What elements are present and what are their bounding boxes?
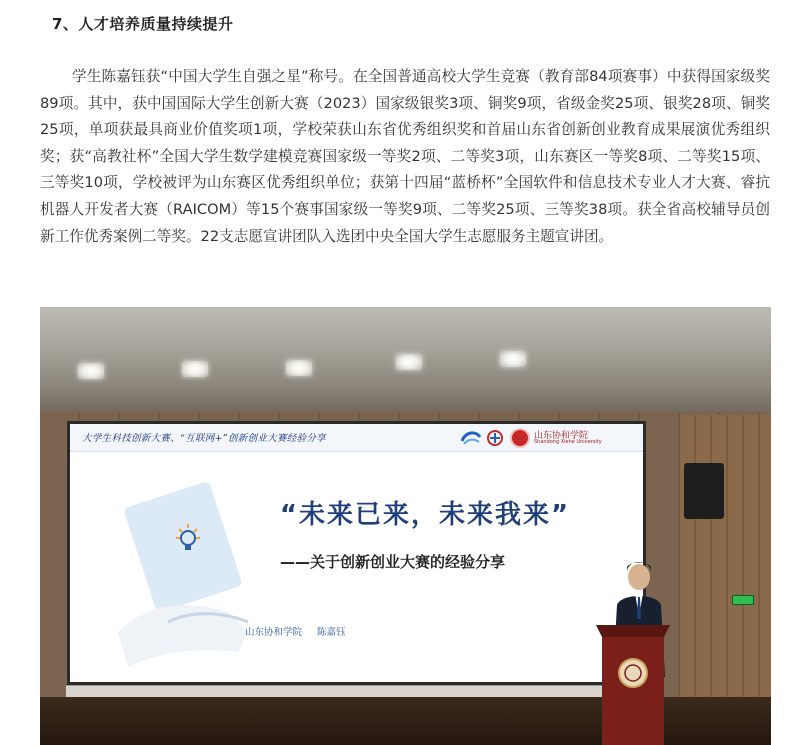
event-photo	[40, 307, 771, 745]
presenter-name: 陈嘉钰	[317, 627, 346, 638]
logo-school-name: 山东协和学院	[534, 431, 589, 441]
ceiling-light	[78, 363, 104, 379]
knot-logo-icon	[486, 429, 504, 447]
screen-logos	[460, 427, 640, 449]
swirl-logo-icon	[460, 429, 482, 447]
exit-sign	[732, 595, 754, 605]
logo-school-name-en: Shandong Xiehe University	[534, 439, 602, 445]
ceiling	[40, 307, 771, 417]
ceiling-light	[500, 351, 526, 367]
presenter-school: 山东协和学院	[245, 627, 303, 638]
slide-presenter	[245, 624, 346, 638]
lectern	[596, 625, 670, 745]
ceiling-light	[182, 361, 208, 377]
section-heading: 7、人才培养质量持续提升	[52, 15, 234, 33]
slide-title: “未来已来，未来我来”	[279, 500, 571, 530]
screen-header-text: 大学生科技创新大赛、“互联网+”创新创业大赛经验分享	[82, 433, 326, 444]
ceiling-light	[396, 354, 422, 370]
presentation-screen	[70, 424, 643, 682]
lightbulb-icon	[170, 522, 206, 558]
slide-subtitle: ——关于创新创业大赛的经验分享	[280, 553, 506, 571]
screen-header	[70, 424, 643, 452]
wall-speaker	[684, 463, 724, 519]
university-seal-icon	[510, 428, 530, 448]
section-paragraph: 学生陈嘉钰获“中国大学生自强之星”称号。在全国普通高校大学生竞赛（教育部84项赛事）中获得国家级奖89项。其中，获中国国际大学生创新大赛（2023）国家级银奖3项、铜奖9项，省级金奖25项、银奖28项、铜奖25项，单项获最具商业价值奖项1项，学校荣获山东省优秀组织奖和首届山东省创新创业教育成果展演优秀组织奖；获“高教社杯”全国大学生数学建模竞赛国家级一等奖2项、二等奖3项，山东赛区一等奖8项、二等奖15项、三等奖10项，学校被评为山东赛区优秀组织单位；获第十四届“蓝桥杯”全国软件和信息技术专业人才大赛、睿抗机器人开发者大赛（RAICOM）等15个赛事国家级一等奖9项、二等奖25项、三等奖38项。获全省高校辅导员创新工作优秀案例二等奖。22支志愿宣讲团队入选团中央全国大学生志愿服务主题宣讲团。	[40, 68, 770, 245]
ceiling-light	[286, 360, 312, 376]
